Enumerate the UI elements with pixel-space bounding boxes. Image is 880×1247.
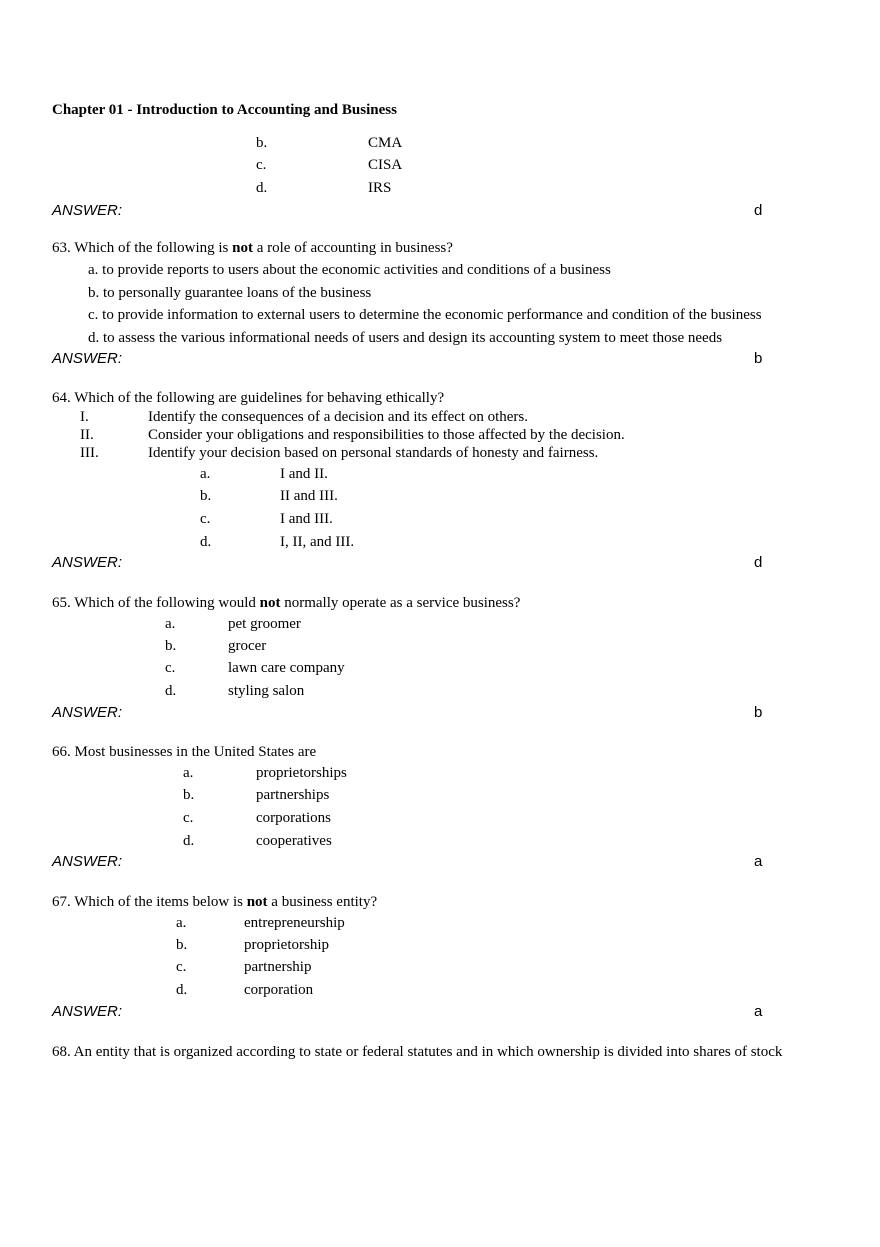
question-text: 64. Which of the following are guidelines for behaving ethically? (52, 390, 445, 406)
option-text: entrepreneurship (244, 915, 345, 931)
answer-label: ANSWER: (52, 350, 123, 367)
option-text: I and III. (280, 511, 333, 527)
option-text: corporation (244, 982, 314, 998)
question-text: 63. Which of the following is not a role of accounting in business? (52, 240, 453, 256)
option: a. to provide reports to users about the economic activities and conditions of a business (88, 262, 611, 278)
option-text: corporations (256, 810, 331, 826)
answer-label: ANSWER: (52, 1003, 123, 1020)
statement-number: III. (80, 445, 99, 461)
page-title: Chapter 01 - Introduction to Accounting and Business (52, 102, 397, 118)
option-letter: d. (176, 982, 188, 998)
option-letter: a. (200, 466, 211, 482)
option: d. to assess the various informational needs of users and design its accounting system to meet those needs (88, 330, 723, 346)
option-letter: b. (165, 638, 177, 654)
option-letter: c. (200, 511, 211, 527)
option-text: partnerships (256, 787, 330, 803)
statement-text: Identify your decision based on personal standards of honesty and fairness. (148, 445, 599, 461)
answer-value: d (754, 554, 763, 571)
option-letter: b. (200, 488, 212, 504)
option-text: II and III. (280, 488, 338, 504)
option-text: I and II. (280, 466, 328, 482)
option-letter: d. (165, 683, 177, 699)
question-68-text: 68. An entity that is organized according to state or federal statutes and in which ownership is divided into shares of stock (52, 1044, 783, 1060)
answer-value: a (754, 1003, 763, 1020)
option-text: proprietorship (244, 937, 329, 953)
answer-label: ANSWER: (52, 704, 123, 721)
option-letter: c. (176, 959, 187, 975)
option-letter: a. (183, 765, 194, 781)
option-letter: a. (176, 915, 187, 931)
option-text: styling salon (228, 683, 305, 699)
option: b. to personally guarantee loans of the business (88, 285, 372, 301)
option-text: CMA (368, 135, 403, 151)
question-text: 66. Most businesses in the United States are (52, 744, 317, 760)
option-letter: d. (183, 833, 195, 849)
option-text: cooperatives (256, 833, 332, 849)
option: c. to provide information to external users to determine the economic performance and condition of the business (88, 307, 762, 323)
option-text: CISA (368, 157, 403, 173)
answer-label: ANSWER: (52, 853, 123, 870)
option-text: lawn care company (228, 660, 345, 676)
option-letter: b. (256, 135, 268, 151)
answer-value: d (754, 202, 763, 219)
option-letter: a. (165, 616, 176, 632)
statement-text: Identify the consequences of a decision and its effect on others. (148, 409, 529, 425)
statement-text: Consider your obligations and responsibilities to those affected by the decision. (148, 427, 625, 443)
answer-label: ANSWER: (52, 554, 123, 571)
option-letter: b. (183, 787, 195, 803)
statement-number: I. (80, 409, 89, 425)
option-letter: d. (256, 180, 268, 196)
option-letter: c. (165, 660, 176, 676)
option-letter: d. (200, 534, 212, 550)
option-letter: b. (176, 937, 188, 953)
option-letter: c. (256, 157, 267, 173)
question-text: 67. Which of the items below is not a business entity? (52, 894, 378, 910)
option-text: I, II, and III. (280, 534, 355, 550)
answer-value: a (754, 853, 763, 870)
option-text: partnership (244, 959, 312, 975)
answer-value: b (754, 704, 763, 721)
option-text: proprietorships (256, 765, 347, 781)
option-text: grocer (228, 638, 267, 654)
statement-number: II. (80, 427, 94, 443)
option-letter: c. (183, 810, 194, 826)
answer-label: ANSWER: (52, 202, 123, 219)
option-text: IRS (368, 180, 392, 196)
answer-value: b (754, 350, 763, 367)
option-text: pet groomer (228, 616, 301, 632)
question-text: 65. Which of the following would not normally operate as a service business? (52, 595, 521, 611)
